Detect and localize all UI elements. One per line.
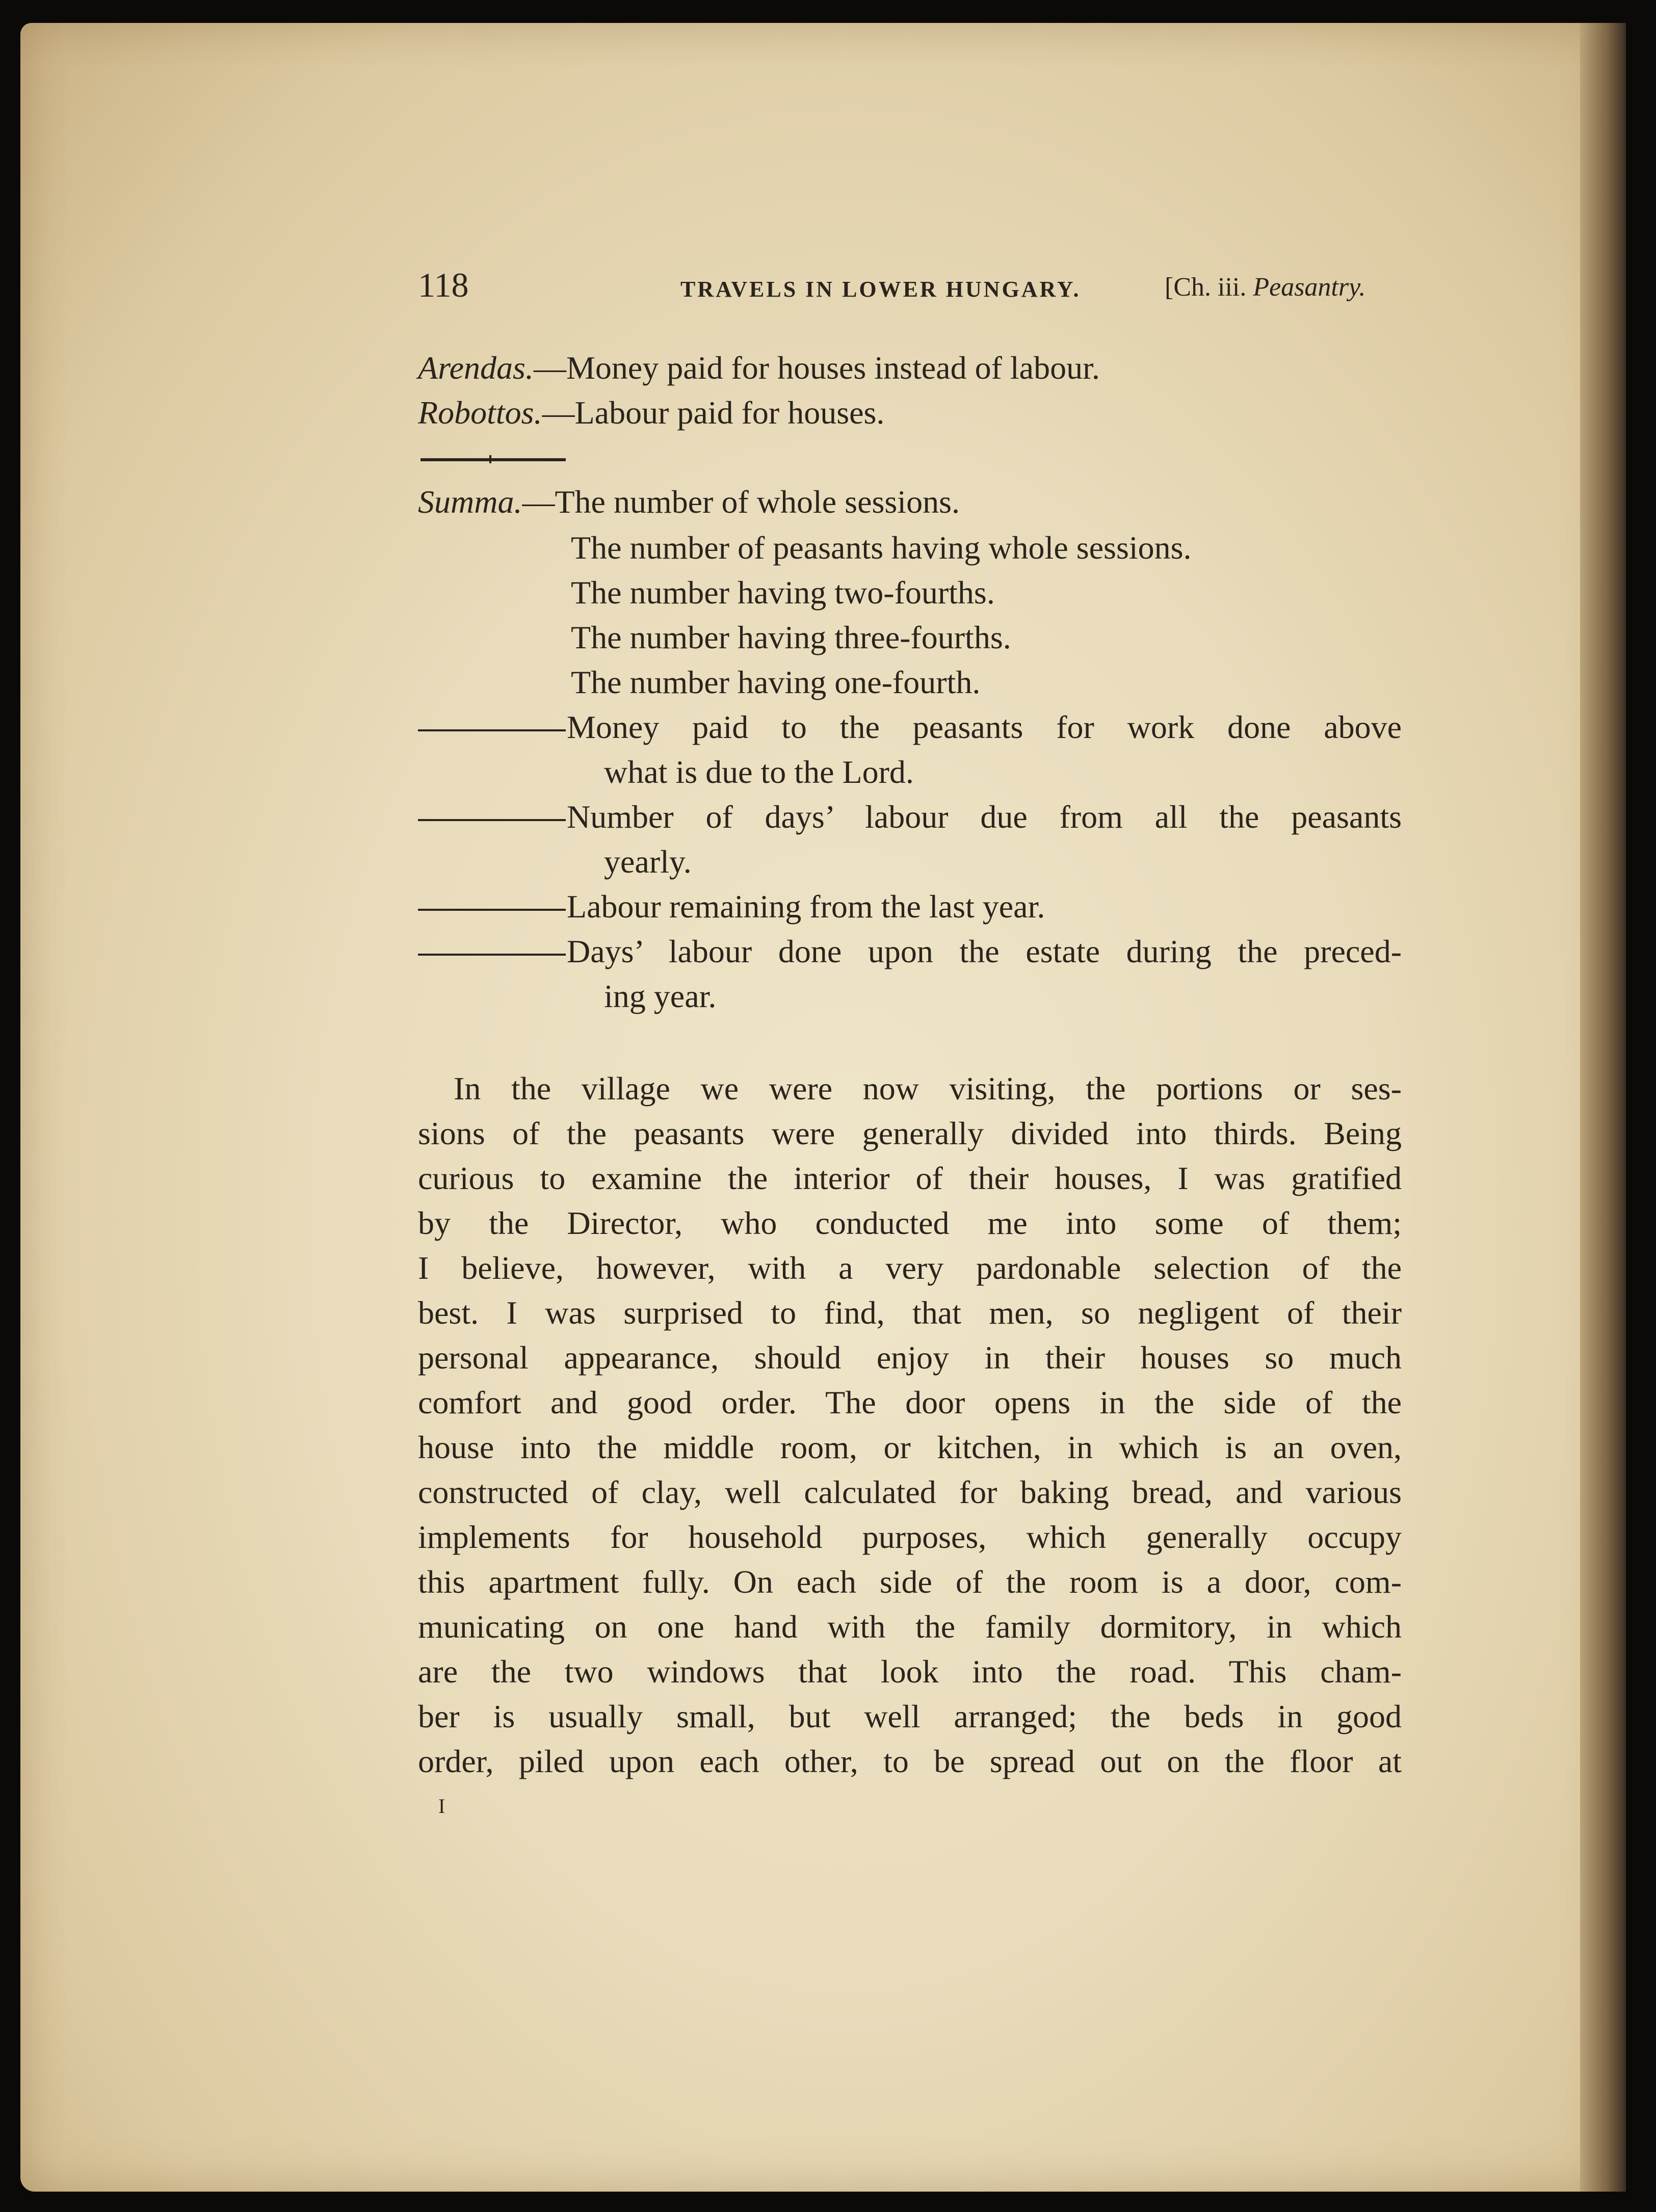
dash-leader [418,954,566,956]
paragraph-line: house into the middle room, or kitchen, in which is an oven, [418,1429,1402,1465]
summa-first: —The number of whole sessions. [522,484,960,520]
dashed-item-text: Labour remaining from the last year. [567,888,1045,925]
signature-mark: I [438,1795,445,1818]
paragraph-line: this apartment fully. On each side of the room is a door, com- [418,1564,1402,1600]
paragraph-line: municating on one hand with the family dormitory, in which [418,1609,1402,1645]
dashed-item-cont: yearly. [604,844,692,880]
separator-rule [420,458,566,461]
dashed-item [418,801,1402,833]
definition-line [418,352,1100,384]
page-number: 118 [418,266,469,304]
separator-rule-notch [489,455,491,463]
section-mark [1165,272,1365,302]
dashed-item-text: Days’ labour done upon the estate during the preced- [567,933,1402,969]
paragraph-line: personal appearance, should enjoy in their houses so much [418,1339,1402,1376]
definition-line [418,394,885,431]
summa-line [418,486,960,518]
definition-text: —Labour paid for houses. [542,394,885,431]
paragraph-line: In the village we were now visiting, the portions or ses- [454,1070,1402,1107]
dashed-item-text: Number of days’ labour due from all the peasants [567,799,1402,835]
dashed-item-text: Money paid to the peasants for work done above [567,709,1402,745]
summa-line: The number of peasants having whole sessions. [571,530,1192,566]
dashed-item [418,711,1402,744]
book-gutter [1580,23,1626,2192]
summa-line: The number having three-fourths. [571,619,1011,655]
summa-term: Summa. [418,484,522,520]
paragraph-line: by the Director, who conducted me into some of them; [418,1205,1402,1241]
dashed-item-cont: ing year. [604,978,717,1014]
dashed-item [418,890,1045,923]
dashed-item [418,935,1402,968]
paragraph-line: best. I was surprised to find, that men, so negligent of their [418,1295,1402,1331]
running-header [418,265,1412,306]
paragraph-line: curious to examine the interior of their houses, I was gratified [418,1160,1402,1196]
paragraph-line: comfort and good order. The door opens in the side of the [418,1384,1402,1420]
definition-term: Arendas. [418,350,534,386]
paragraph-line: constructed of clay, well calculated for baking bread, and various [418,1474,1402,1510]
running-title: TRAVELS IN LOWER HUNGARY. [680,277,1081,302]
summa-line: The number having two-fourths. [571,574,995,611]
definition-term: Robottos. [418,394,542,431]
dash-leader [418,909,566,911]
dashed-item-cont: what is due to the Lord. [604,754,914,790]
summa-line: The number having one-fourth. [571,664,981,700]
paragraph-line: ber is usually small, but well arranged; the beds in good [418,1698,1402,1734]
dash-leader [418,819,566,821]
paragraph-line: are the two windows that look into the road. This cham- [418,1653,1402,1690]
section-prefix: [Ch. iii. [1165,273,1247,302]
paragraph-line: order, piled upon each other, to be spread out on the floor at [418,1743,1402,1779]
paragraph-line: implements for household purposes, which generally occupy [418,1519,1402,1555]
paragraph-line: sions of the peasants were generally divided into thirds. Being [418,1115,1402,1151]
book-page [20,23,1611,2192]
paragraph-line: I believe, however, with a very pardonable selection of the [418,1250,1402,1286]
definition-text: —Money paid for houses instead of labour. [533,350,1100,386]
section-topic: Peasantry. [1253,273,1366,302]
dash-leader [418,729,566,731]
